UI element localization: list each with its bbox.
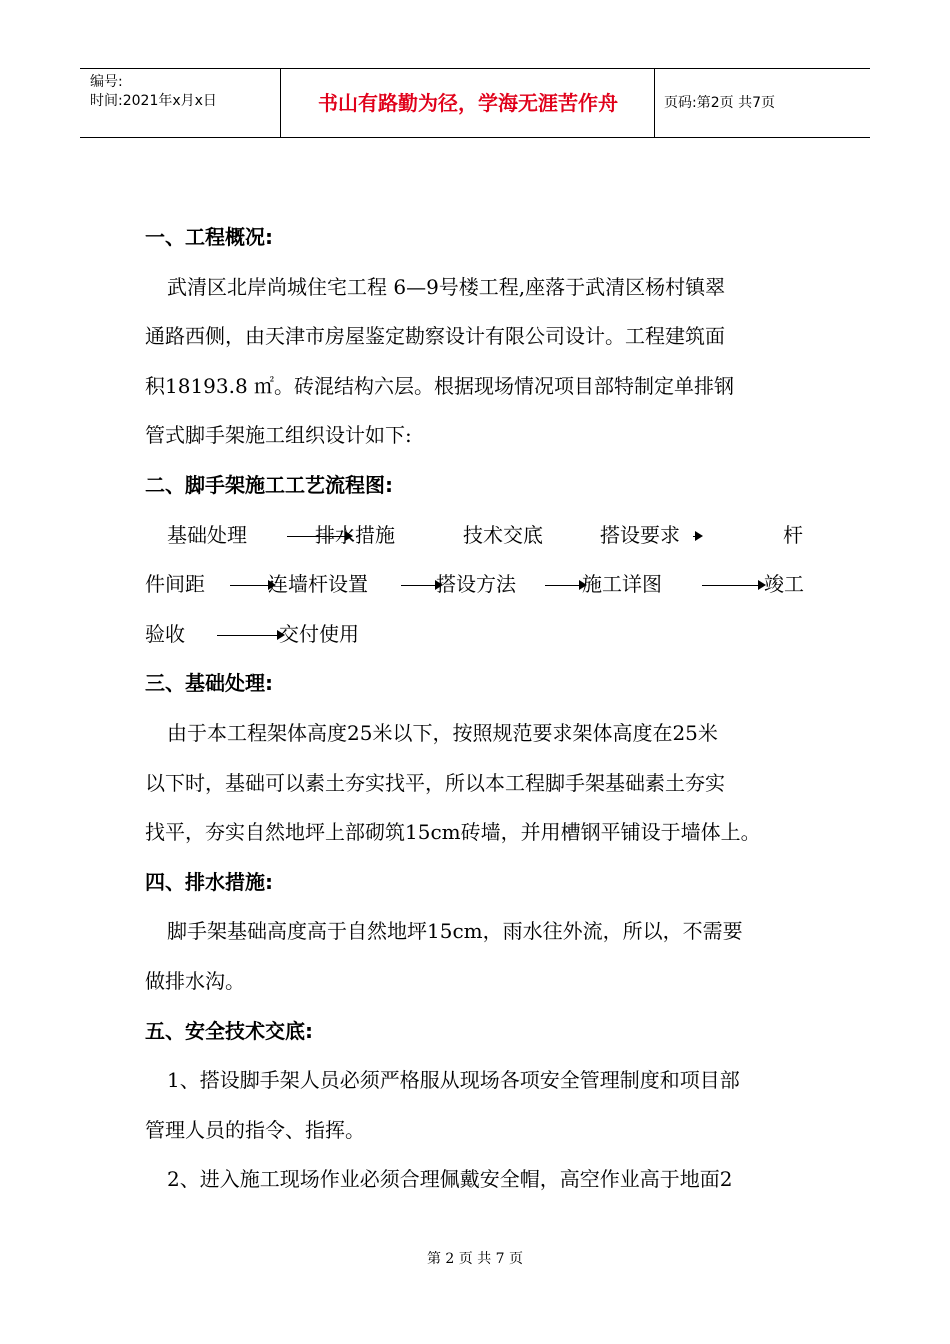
flow-step: 技术交底	[463, 522, 543, 547]
paragraph-line: 找平，夯实自然地坪上部砌筑15cm砖墙，并用槽钢平铺设于墙体上。	[145, 820, 761, 845]
section-title: 三、基础处理:	[145, 671, 273, 696]
flow-row	[145, 560, 810, 610]
page-header	[80, 68, 870, 138]
section-title: 五、安全技术交底:	[145, 1018, 313, 1043]
flow-row	[145, 511, 810, 561]
flow-step: 连墙杆设置	[268, 572, 368, 597]
flow-step: 件间距	[145, 572, 205, 597]
flow-step: 搭设方法	[436, 572, 516, 597]
paragraph-line: 管理人员的指令、指挥。	[145, 1117, 365, 1142]
paragraph-line: 2、进入施工现场作业必须合理佩戴安全帽，高空作业高于地面2	[167, 1167, 733, 1192]
flow-step: 基础处理	[167, 522, 247, 547]
paragraph-line: 管式脚手架施工组织设计如下:	[145, 423, 412, 448]
header-meta	[90, 73, 217, 111]
header-motto: 书山有路勤为径，学海无涯苦作舟	[318, 91, 618, 115]
flow-step: 验收	[145, 621, 185, 646]
flow-step: 排水措施	[315, 522, 395, 547]
paragraph-line: 以下时，基础可以素土夯实找平，所以本工程脚手架基础素土夯实	[145, 770, 725, 795]
flow-arrow	[217, 635, 283, 636]
document-number-label: 编号:	[90, 74, 123, 90]
paragraph-line: 做排水沟。	[145, 968, 245, 993]
flow-arrow	[401, 585, 441, 586]
flow-row	[145, 610, 810, 660]
header-divider	[280, 69, 281, 137]
paragraph-line: 1、搭设脚手架人员必须严格服从现场各项安全管理制度和项目部	[167, 1068, 740, 1093]
document-time-label: 时间:2021年x月x日	[90, 93, 217, 109]
flow-step: 交付使用	[279, 621, 359, 646]
paragraph-line: 积18193.8 ㎡。砖混结构六层。根据现场情况项目部特制定单排钢	[145, 373, 735, 398]
flow-step: 施工详图	[582, 572, 662, 597]
flow-arrow	[702, 585, 764, 586]
flow-arrow	[693, 536, 701, 537]
section-title: 四、排水措施:	[145, 869, 273, 894]
page-footer: 第 2 页 共 7 页	[426, 1251, 524, 1267]
paragraph-line: 武清区北岸尚城住宅工程 6—9号楼工程,座落于武清区杨村镇翠	[167, 274, 726, 299]
paragraph-line: 通路西侧，由天津市房屋鉴定勘察设计有限公司设计。工程建筑面	[145, 324, 725, 349]
header-divider	[654, 69, 655, 137]
section-title: 一、工程概况:	[145, 225, 273, 249]
flow-step: 搭设要求	[600, 522, 680, 547]
paragraph-line: 由于本工程架体高度25米以下，按照规范要求架体高度在25米	[167, 720, 718, 745]
flow-arrow	[545, 585, 585, 586]
paragraph-line: 脚手架基础高度高于自然地坪15cm，雨水往外流，所以，不需要	[167, 919, 743, 944]
document-body	[145, 213, 810, 1205]
flow-step: 杆	[783, 522, 803, 547]
flow-step: 竣工	[764, 572, 804, 597]
header-page-info: 页码:第2页 共7页	[664, 95, 775, 111]
section-title: 二、脚手架施工工艺流程图:	[145, 472, 393, 497]
